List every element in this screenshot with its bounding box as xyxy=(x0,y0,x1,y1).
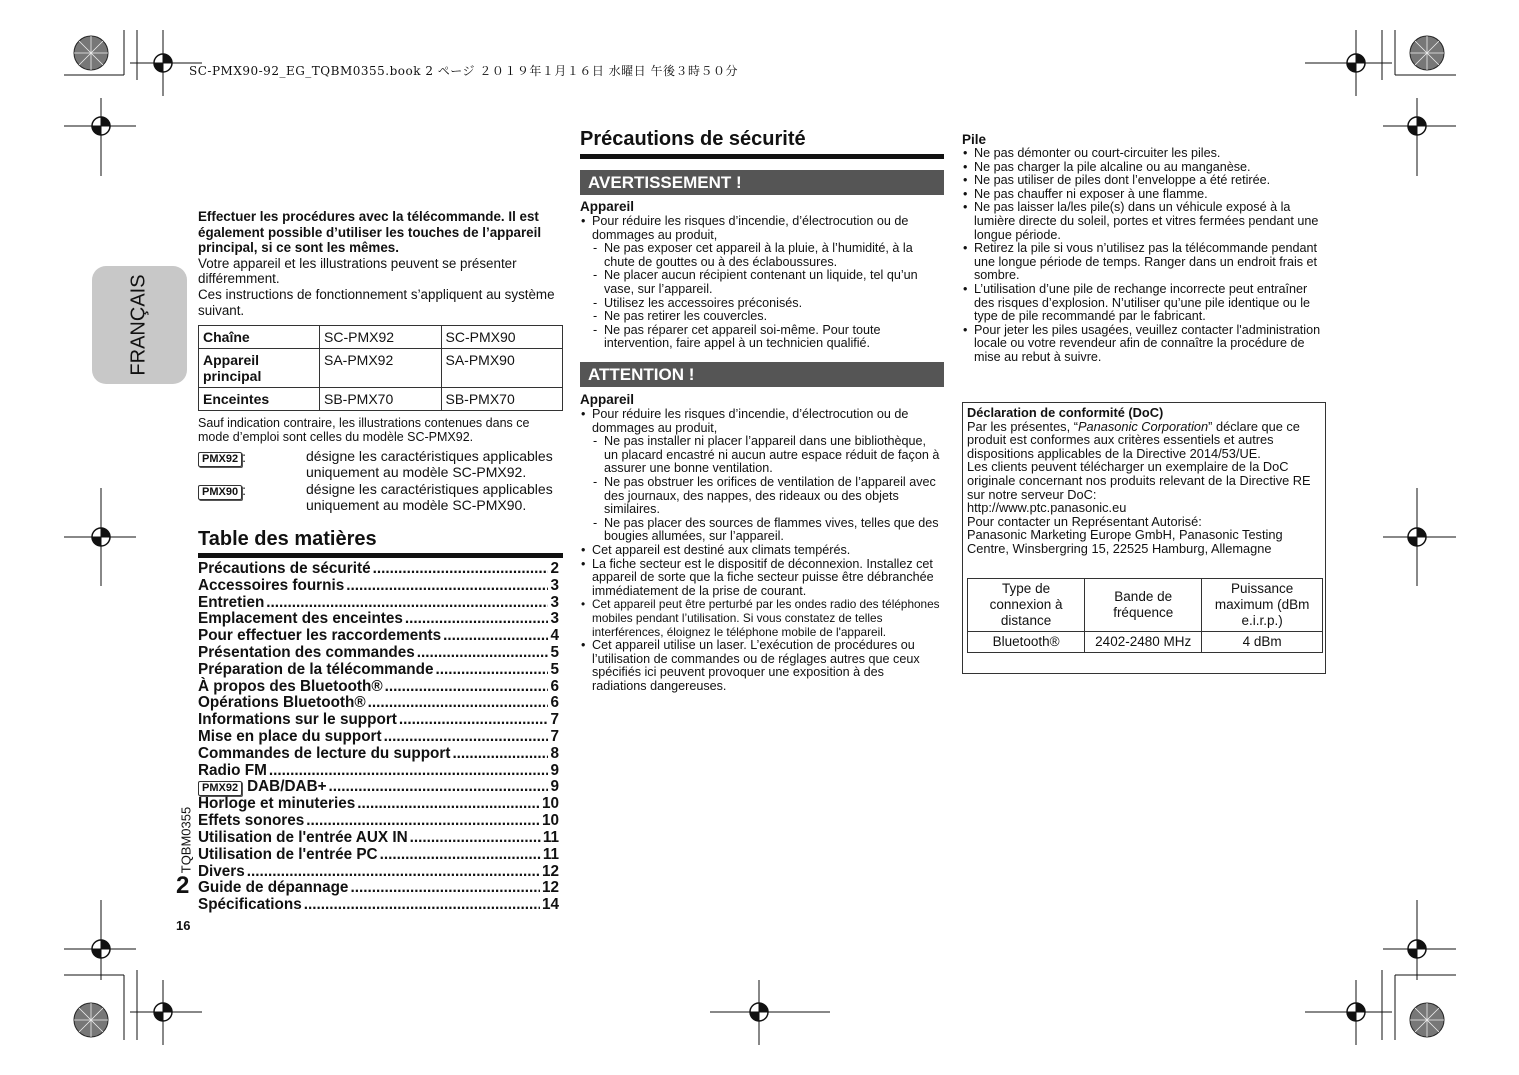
toc-entry-text: Emplacement des enceintes xyxy=(198,610,403,628)
toc-entry-label xyxy=(198,897,302,914)
designation-pmx90 xyxy=(198,481,563,513)
designation-text: désigne les caractéristiques applicables uniquement au modèle SC-PMX90. xyxy=(306,481,553,513)
page-number: 2 xyxy=(176,872,190,899)
toc-entry-text: DAB/DAB+ xyxy=(247,778,327,796)
toc-entry-label xyxy=(198,746,450,763)
toc-entry xyxy=(198,578,559,595)
toc-leader xyxy=(329,779,549,796)
attention-band: ATTENTION ! xyxy=(580,362,944,387)
toc-entry xyxy=(198,729,559,746)
warning-dash-list xyxy=(592,242,942,351)
table-header: Type de connexion à distance xyxy=(968,579,1085,632)
book-header-line: SC-PMX90-92_EG_TQBM0355.book 2 ページ ２０１９年１月１６日 水曜日 午後３時５０分 xyxy=(189,64,738,78)
list-item-text: Pour réduire les risques d’incendie, d’électrocution ou de dommages au produit, xyxy=(592,214,909,242)
toc-entry xyxy=(198,830,559,847)
list-item: • L’utilisation d’une pile de rechange incorrecte peut entraîner des risques d’explosion. N’utiliser qu’une pile identique ou le type de pile recommandé par le fabricant. xyxy=(962,283,1326,324)
toc-entry-label xyxy=(198,578,344,595)
toc-entry-page: 11 xyxy=(542,845,559,863)
toc-leader xyxy=(373,561,549,578)
safety-divider xyxy=(580,154,944,159)
designation-colon: : xyxy=(242,482,246,498)
toc-entry xyxy=(198,847,559,864)
pile-list xyxy=(962,147,1326,365)
list-item: • Retirez la pile si vous n’utilisez pas la télécommande pendant une longue période de temps. Ranger dans un endroit frais et sombre. xyxy=(962,242,1326,283)
toc-entry-text: Guide de dépannage xyxy=(198,879,349,897)
toc-entry-page: 8 xyxy=(550,744,559,762)
warning-list xyxy=(580,215,942,351)
toc-entry-label xyxy=(198,779,327,796)
toc-entry-text: Divers xyxy=(198,862,245,880)
toc-entry-label xyxy=(198,561,371,578)
doc-line-4: Panasonic Marketing Europe GmbH, Panasonic Testing Centre, Winsbergring 15, 22525 Hamburg, Allemagne xyxy=(967,527,1283,556)
dash-item: - Ne pas installer ni placer l’appareil dans une bibliothèque, un placard encastré ni aucun autre espace réduit de façon à assurer une bonne ventilation. xyxy=(592,435,942,476)
dash-item: - Utilisez les accessoires préconisés. xyxy=(592,297,942,311)
toc-entry-page: 6 xyxy=(550,677,559,695)
model-badge: PMX90 xyxy=(198,485,242,500)
toc-entry xyxy=(198,897,559,914)
table-cell: Chaîne xyxy=(199,326,320,349)
toc-entry-page: 12 xyxy=(541,862,559,880)
doc-url: http://www.ptc.panasonic.eu xyxy=(967,500,1127,516)
model-badge: PMX92 xyxy=(198,452,242,467)
toc-entry-page: 7 xyxy=(550,711,559,729)
toc-entry-text: Utilisation de l'entrée AUX IN xyxy=(198,828,408,846)
attention-subtitle: Appareil xyxy=(580,392,635,407)
toc-entry-label xyxy=(198,830,408,847)
toc-entry-page: 2 xyxy=(550,560,559,577)
list-item: • Pour jeter les piles usagées, veuillez contacter l'administration locale ou votre revendeur afin de connaître la procédure de mise au rebut à suivre. xyxy=(962,324,1326,365)
table-cell: Bluetooth® xyxy=(968,632,1085,653)
toc-leader xyxy=(410,830,541,847)
table-cell: SB-PMX70 xyxy=(441,388,563,411)
toc-entry-label xyxy=(198,796,355,813)
toc-entry-text: Précautions de sécurité xyxy=(198,560,371,577)
toc-entry-text: Spécifications xyxy=(198,896,302,914)
toc-entry-page: 12 xyxy=(541,879,559,897)
list-item xyxy=(580,408,942,544)
toc-entry-page: 4 xyxy=(550,627,559,645)
toc-entry-label xyxy=(198,679,383,696)
doc-code xyxy=(176,806,196,874)
table-row xyxy=(968,632,1323,653)
toc-entry-label xyxy=(198,662,433,679)
intro-block xyxy=(198,209,563,318)
toc-leader xyxy=(384,729,549,746)
toc-entry xyxy=(198,662,559,679)
toc-entry-label xyxy=(198,695,366,712)
toc-entry-page: 10 xyxy=(541,795,559,813)
toc-entry-label xyxy=(198,864,245,881)
toc-entry-page: 5 xyxy=(550,660,559,678)
toc-entry-text: Mise en place du support xyxy=(198,727,382,745)
table-cell: SA-PMX90 xyxy=(441,349,563,388)
toc-entry-label xyxy=(198,611,403,628)
table-cell: Enceintes xyxy=(199,388,320,411)
intro-para-1: Votre appareil et les illustrations peuvent se présenter différemment. xyxy=(198,255,517,287)
toc-entry-text: Horloge et minuteries xyxy=(198,795,356,813)
toc-leader xyxy=(306,813,540,830)
list-item: • Cet appareil utilise un laser. L’exécution de procédures ou l’utilisation de commandes ou de réglages autres que ceux spécifiés ici peuvent provoquer une exposition à des radiations dangereuses. xyxy=(580,639,942,693)
toc-leader xyxy=(443,628,548,645)
table-cell: 2402-2480 MHz xyxy=(1085,632,1202,653)
toc-entry-text: Accessoires fournis xyxy=(198,576,345,594)
attention-dash-list xyxy=(592,435,942,544)
table-header: Puissance maximum (dBm e.i.r.p.) xyxy=(1202,579,1323,632)
table-row xyxy=(199,326,563,349)
toc-entry-text: Présentation des commandes xyxy=(198,643,415,661)
toc-entry xyxy=(198,561,559,578)
warning-subtitle: Appareil xyxy=(580,199,635,214)
toc-entry-page: 9 xyxy=(550,778,559,796)
list-item: • Ne pas démonter ou court-circuiter les piles. xyxy=(962,147,1326,161)
intro-bold: Effectuer les procédures avec la télécommande. Il est également possible d’utiliser les touches de l’appareil principal, si ce sont les mêmes. xyxy=(198,209,542,256)
attention-list xyxy=(580,408,942,693)
doc-code-label: TQBM0355 xyxy=(178,806,194,874)
table-cell: SC-PMX92 xyxy=(320,326,442,349)
language-tab-label: FRANÇAIS xyxy=(127,274,150,376)
list-item-text: Pour réduire les risques d’incendie, d’électrocution ou de dommages au produit, xyxy=(592,407,909,435)
doc-line-1 xyxy=(967,420,1323,461)
table-row xyxy=(968,579,1323,632)
dash-item: - Ne pas réparer cet appareil soi-même. Pour toute intervention, faire appel à un technicien qualifié. xyxy=(592,324,942,351)
warning-band: AVERTISSEMENT ! xyxy=(580,170,944,195)
list-item: • La fiche secteur est le dispositif de déconnexion. Installez cet appareil de sorte que la fiche secteur puisse être débranchée immédiatement de la prise de courant. xyxy=(580,558,942,599)
list-item: • Ne pas laisser la/les pile(s) dans un véhicule exposé à la lumière directe du soleil, portes et vitres fermées pendant une longue période. xyxy=(962,201,1326,242)
toc-entry-label xyxy=(198,595,264,612)
toc-leader xyxy=(266,595,548,612)
list-item xyxy=(580,215,942,351)
toc-entry-text: Opérations Bluetooth® xyxy=(198,694,366,712)
toc-entry-page: 6 xyxy=(550,694,559,712)
toc-entry-label xyxy=(198,628,441,645)
toc-leader xyxy=(417,645,549,662)
doc-line-3: Pour contacter un Représentant Autorisé: xyxy=(967,513,1202,529)
model-badge: PMX92 xyxy=(198,781,242,796)
toc-entry-text: Radio FM xyxy=(198,761,267,779)
pile-title: Pile xyxy=(962,132,987,147)
toc-entry-label xyxy=(198,813,304,830)
toc-entry-page: 14 xyxy=(541,896,559,914)
bluetooth-table xyxy=(967,578,1323,653)
toc-entry-page: 10 xyxy=(541,812,559,830)
dash-item: - Ne pas exposer cet appareil à la pluie, à l’humidité, à la chute de gouttes ou à des éclaboussures. xyxy=(592,242,942,269)
toc-leader xyxy=(385,679,549,696)
toc-entry-page: 7 xyxy=(550,727,559,745)
safety-title: Précautions de sécurité xyxy=(580,128,806,150)
list-item: • Ne pas utiliser de piles dont l’enveloppe a été retirée. xyxy=(962,174,1326,188)
toc-entry xyxy=(198,628,559,645)
dash-item: - Ne placer aucun récipient contenant un liquide, tel qu’un vase, sur l’appareil. xyxy=(592,269,942,296)
toc-entry-label xyxy=(198,763,267,780)
toc-entry xyxy=(198,796,559,813)
toc-entry xyxy=(198,595,559,612)
list-item: • Cet appareil est destiné aux climats tempérés. xyxy=(580,544,942,558)
toc-entry xyxy=(198,695,559,712)
toc-entry-label xyxy=(198,729,382,746)
toc-entry-text: Effets sonores xyxy=(198,812,305,830)
toc-entry xyxy=(198,880,559,897)
list-item: • Ne pas charger la pile alcaline ou au manganèse. xyxy=(962,161,1326,175)
doc-company: Panasonic Corporation xyxy=(1077,418,1209,434)
models-note: Sauf indication contraire, les illustrations contenues dans ce mode d’emploi sont celles du modèle SC-PMX92. xyxy=(198,416,530,444)
designation-pmx92 xyxy=(198,448,563,480)
toc-entry-text: Utilisation de l'entrée PC xyxy=(198,845,378,863)
toc-entry-page: 9 xyxy=(550,761,559,779)
toc-entry-label xyxy=(198,880,348,897)
table-row xyxy=(199,349,563,388)
toc-entry xyxy=(198,813,559,830)
table-cell: SB-PMX70 xyxy=(320,388,442,411)
toc-leader xyxy=(380,847,541,864)
models-table xyxy=(198,325,563,411)
toc-entry xyxy=(198,746,559,763)
toc-leader xyxy=(350,880,540,897)
toc-leader xyxy=(357,796,540,813)
designation-text: désigne les caractéristiques applicables uniquement au modèle SC-PMX92. xyxy=(306,448,553,480)
toc-entry-label xyxy=(198,645,415,662)
doc-title: Déclaration de conformité (DoC) xyxy=(967,405,1164,420)
toc-entry xyxy=(198,763,559,780)
toc-entry-page: 3 xyxy=(550,610,559,628)
toc-entry-page: 3 xyxy=(550,576,559,594)
toc-entry-text: À propos des Bluetooth® xyxy=(198,677,383,695)
toc-leader xyxy=(247,864,540,881)
toc-entry-label xyxy=(198,712,397,729)
designation-colon: : xyxy=(242,449,246,465)
dash-item: - Ne pas obstruer les orifices de ventilation de l’appareil avec des journaux, des nappes, des rideaux ou des objets similaires. xyxy=(592,476,942,517)
toc-entry xyxy=(198,679,559,696)
doc-line-1-post: ” déclare que ce produit est conformes aux critères essentiels et autres dispositions applicables de la Directive 2014/53/UE. xyxy=(967,418,1300,461)
toc-entry-page: 11 xyxy=(542,828,559,846)
toc-leader xyxy=(405,611,549,628)
toc-leader xyxy=(368,695,549,712)
page-subnumber: 16 xyxy=(176,918,191,933)
table-cell: Appareil principal xyxy=(199,349,320,388)
doc-line-2: Les clients peuvent télécharger un exemplaire de la DoC originale concernant nos produits relevant de la Directive RE sur notre serveur DoC: xyxy=(967,459,1311,502)
toc-entry xyxy=(198,645,559,662)
doc-box xyxy=(962,402,1326,674)
toc-entry-text: Commandes de lecture du support xyxy=(198,744,451,762)
toc-list xyxy=(198,561,559,914)
toc-entry-page: 5 xyxy=(550,643,559,661)
toc-entry xyxy=(198,779,559,796)
toc-leader xyxy=(269,763,549,780)
table-row xyxy=(199,388,563,411)
language-tab xyxy=(92,266,187,384)
dash-item: - Ne pas retirer les couvercles. xyxy=(592,310,942,324)
toc-divider xyxy=(198,553,563,558)
doc-line-1-pre: Par les présentes, “ xyxy=(967,418,1078,434)
toc-leader xyxy=(452,746,548,763)
toc-entry xyxy=(198,864,559,881)
toc-entry-text: Préparation de la télécommande xyxy=(198,660,434,678)
toc-leader xyxy=(346,578,548,595)
toc-entry-text: Pour effectuer les raccordements xyxy=(198,627,442,645)
list-item: • Cet appareil peut être perturbé par les ondes radio des téléphones mobiles pendant l’utilisation. Si vous constatez de telles interférences, éloignez le téléphone mobile de l'appareil. xyxy=(580,598,942,639)
table-cell: 4 dBm xyxy=(1202,632,1323,653)
toc-entry-page: 3 xyxy=(550,593,559,611)
intro-para-2: Ces instructions de fonctionnement s’appliquent au système suivant. xyxy=(198,286,555,318)
list-item: • Ne pas chauffer ni exposer à une flamme. xyxy=(962,188,1326,202)
toc-entry xyxy=(198,712,559,729)
toc-entry-text: Entretien xyxy=(198,593,265,611)
table-cell: SC-PMX90 xyxy=(441,326,563,349)
toc-entry-text: Informations sur le support xyxy=(198,711,397,729)
toc-entry xyxy=(198,611,559,628)
toc-leader xyxy=(435,662,548,679)
toc-entry-label xyxy=(198,847,378,864)
toc-title: Table des matières xyxy=(198,528,377,550)
toc-leader xyxy=(304,897,540,914)
doc-text xyxy=(967,406,1323,556)
dash-item: - Ne pas placer des sources de flammes vives, telles que des bougies allumées, sur l’appareil. xyxy=(592,517,942,544)
table-header: Bande de fréquence xyxy=(1085,579,1202,632)
table-cell: SA-PMX92 xyxy=(320,349,442,388)
toc-leader xyxy=(399,712,549,729)
